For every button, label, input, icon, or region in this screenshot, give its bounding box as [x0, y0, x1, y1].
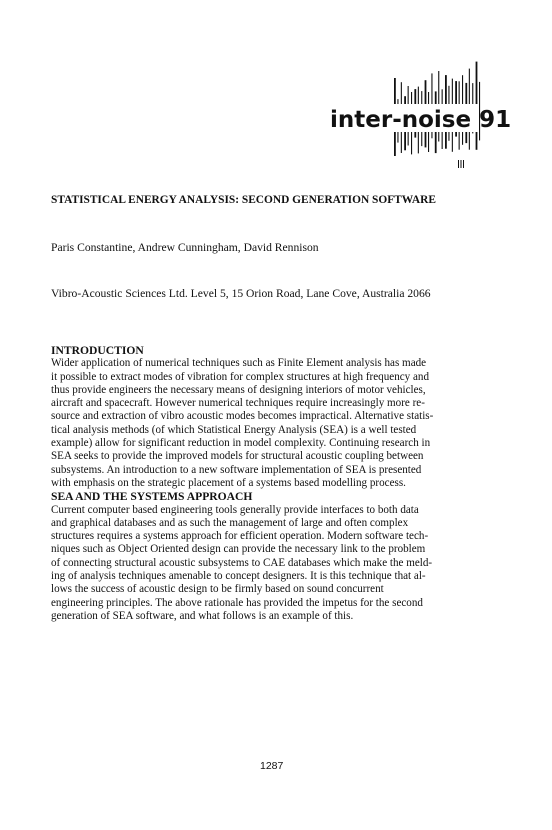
page-number: 1287	[260, 760, 284, 772]
section-systems-approach	[51, 490, 501, 623]
text-line: generation of SEA software, and what follows is an example of this.	[51, 609, 354, 622]
text-line: of connecting structural acoustic subsystems to CAE databases which make the meld-	[51, 556, 433, 569]
paper-affiliation: Vibro-Acoustic Sciences Ltd. Level 5, 15 Orion Road, Lane Cove, Australia 2066	[51, 287, 431, 300]
text-line: and graphical databases and as such the management of large and often complex	[51, 516, 409, 529]
logo-bar	[461, 160, 462, 168]
logo-text: inter-noise 91	[330, 107, 512, 133]
text-line: Wider application of numerical techniques such as Finite Element analysis has made	[51, 357, 427, 370]
section-introduction	[51, 344, 501, 490]
text-line: thus provide engineers the necessary means of designing interiors of motor vehicles,	[51, 383, 426, 396]
text-line: source and extraction of vibro acoustic modes becomes impractical. Alternative statis-	[51, 410, 434, 423]
text-line: subsystems. An introduction to a new software implementation of SEA is presented	[51, 463, 422, 476]
paper-body	[51, 344, 501, 623]
paper-authors: Paris Constantine, Andrew Cunningham, David Rennison	[51, 241, 319, 254]
text-line: with emphasis on the strategic placement of a systems based modelling process.	[51, 476, 406, 489]
text-line: ing of analysis techniques amenable to concept designers. It is this technique that al-	[51, 570, 426, 583]
inter-noise-logo	[322, 56, 512, 174]
logo-bar	[458, 160, 459, 168]
text-line: it possible to extract modes of vibration for complex structures at high frequency and	[51, 370, 430, 383]
inter-noise-logo-graphic	[322, 56, 512, 174]
text-line: Current computer based engineering tools generally provide interfaces to both data	[51, 503, 419, 516]
paper-title: STATISTICAL ENERGY ANALYSIS: SECOND GENERATION SOFTWARE	[51, 194, 436, 206]
text-line: engineering principles. The above rationale has provided the impetus for the second	[51, 596, 423, 609]
text-line: aircraft and spacecraft. However numerical techniques require increasingly more re-	[51, 397, 425, 410]
text-line: structures requires a systems approach for efficient operation. Modern software tech-	[51, 530, 429, 543]
text-line: SEA seeks to provide the improved models for structural acoustic coupling between	[51, 450, 424, 463]
section-heading: INTRODUCTION	[51, 344, 144, 357]
text-line: tical analysis methods (of which Statistical Energy Analysis (SEA) is a well tested	[51, 423, 417, 436]
text-line: lows the success of acoustic design to be firmly based on sound concurrent	[51, 583, 384, 596]
section-heading: SEA AND THE SYSTEMS APPROACH	[51, 490, 253, 504]
text-line: example) allow for significant reduction in model complexity. Continuing research in	[51, 437, 431, 450]
logo-bar	[463, 160, 464, 168]
text-line: niques such as Object Oriented design can provide the necessary link to the problem	[51, 543, 426, 556]
